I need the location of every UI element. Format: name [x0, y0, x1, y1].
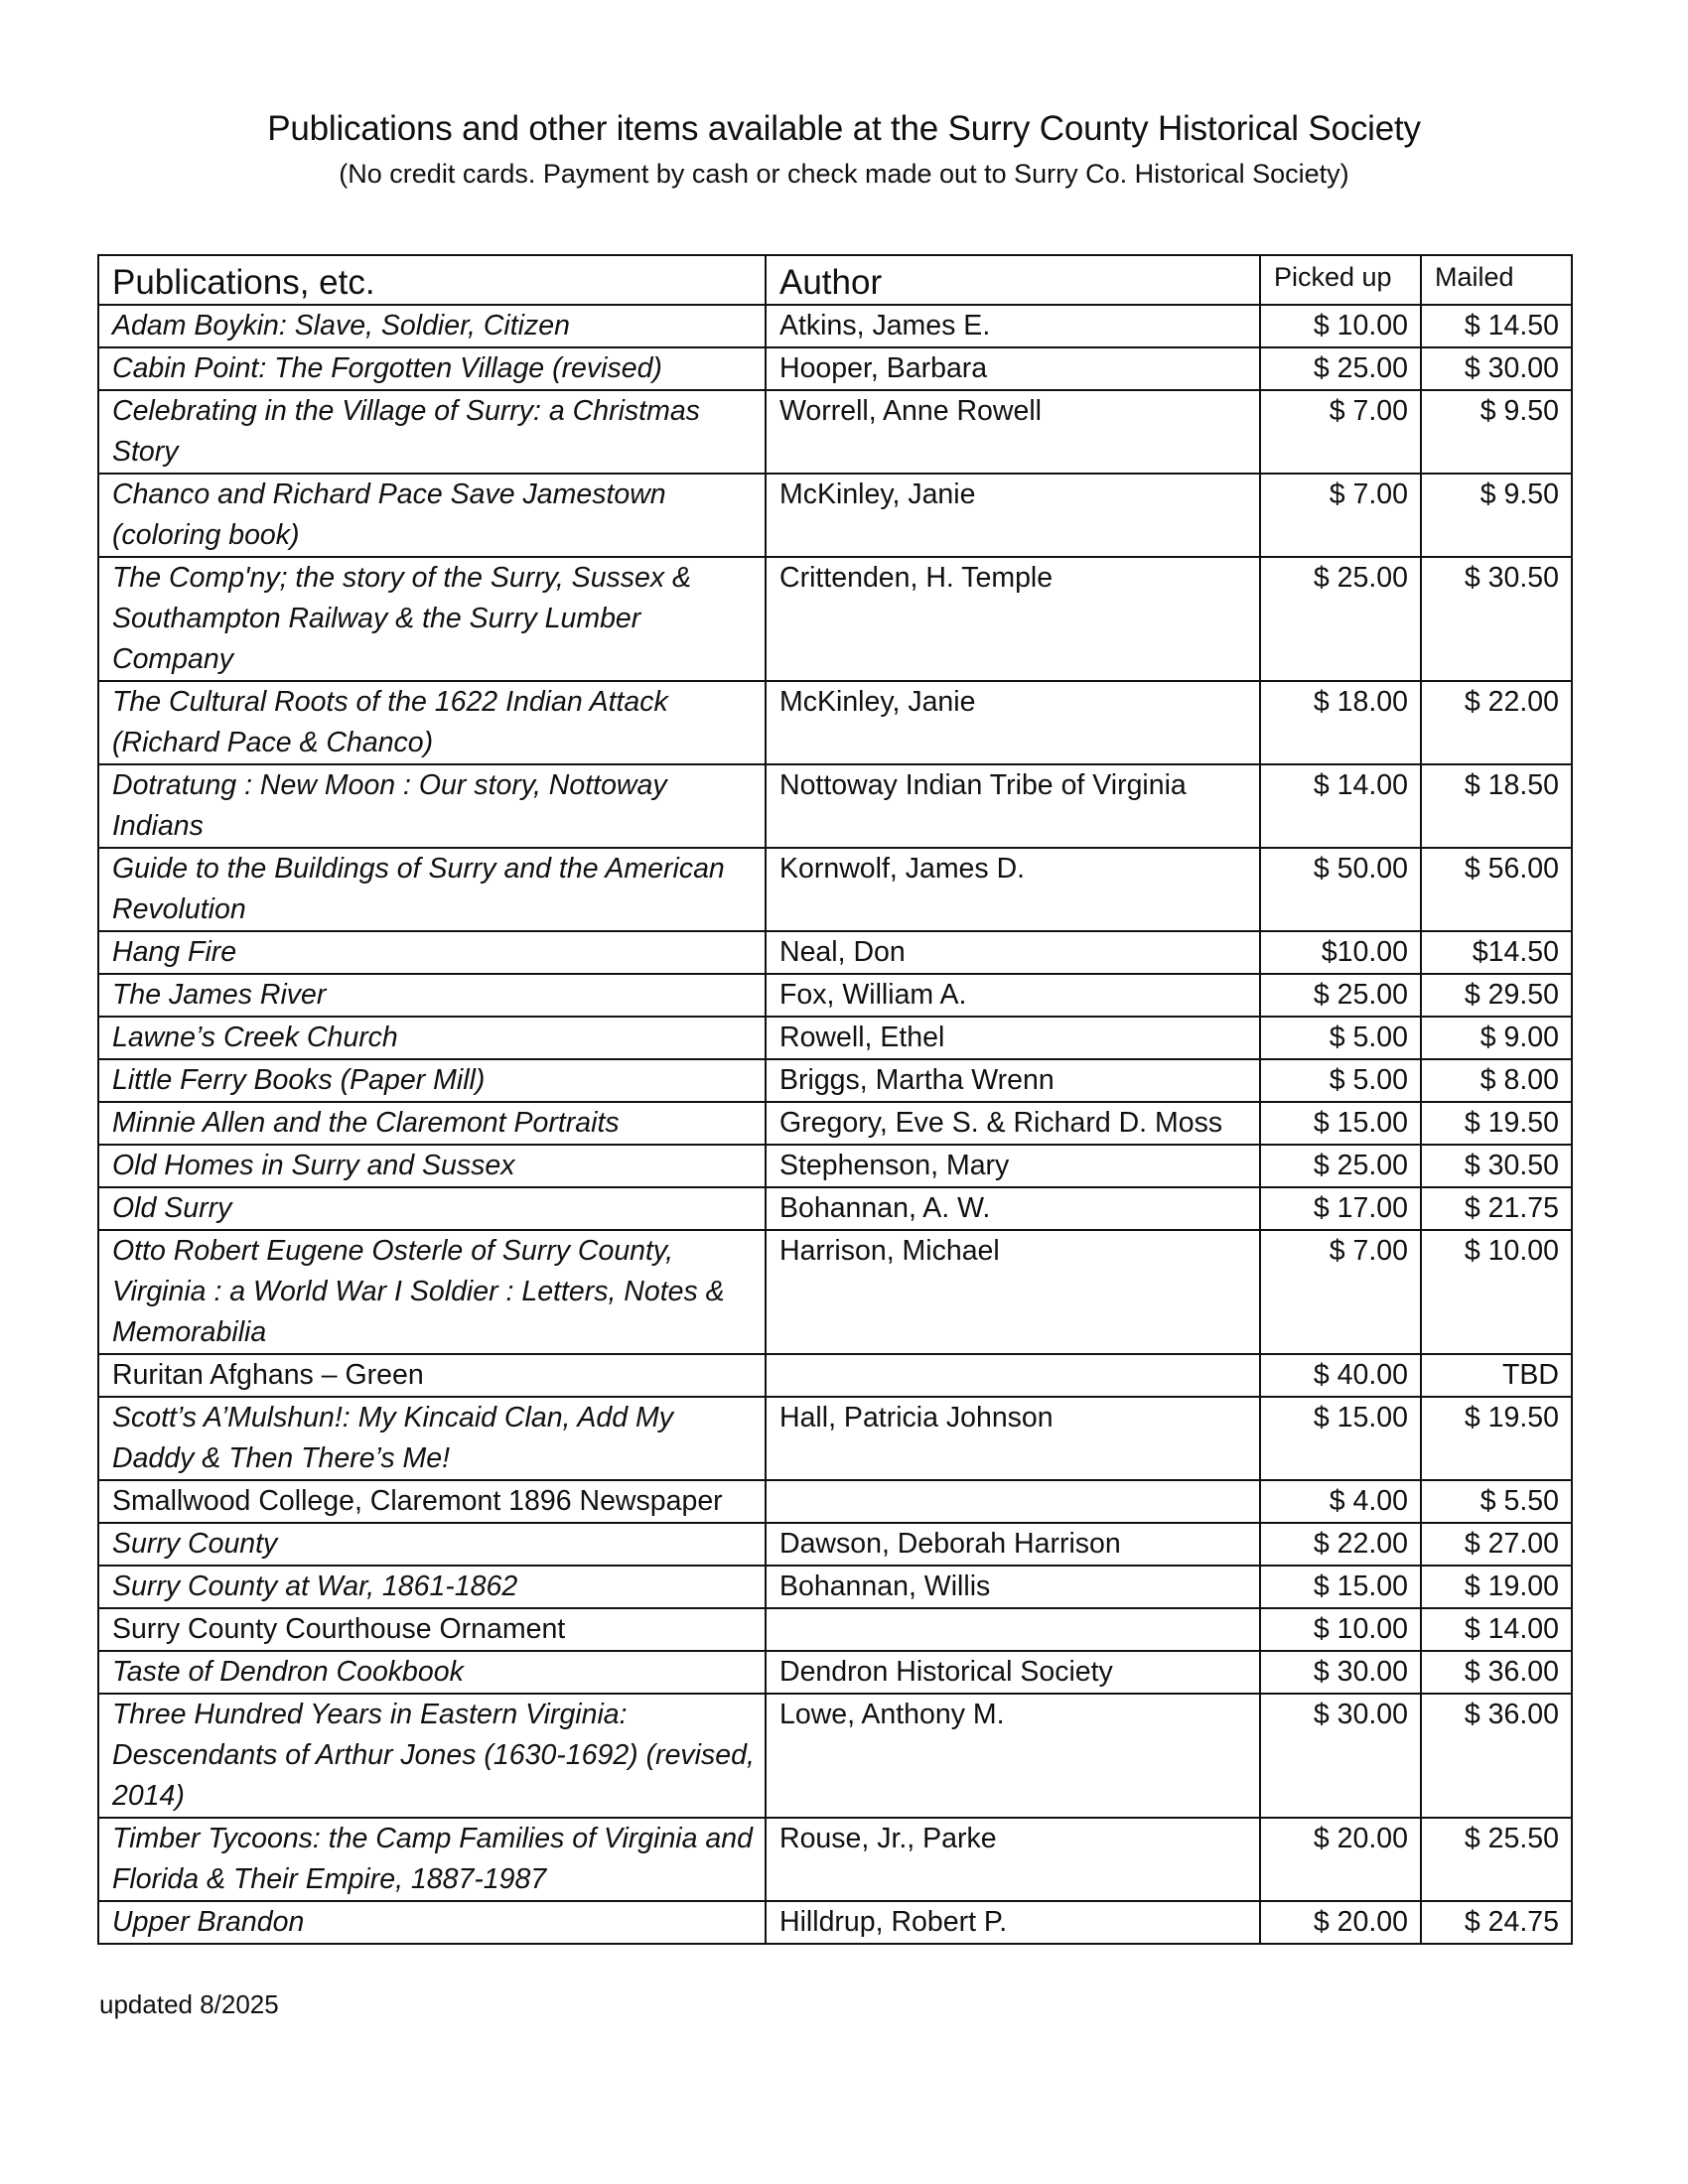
publication-title-cell: Smallwood College, Claremont 1896 Newspaper — [98, 1480, 766, 1523]
picked-up-price-cell: $ 30.00 — [1260, 1651, 1421, 1694]
author-cell: Hooper, Barbara — [766, 347, 1260, 390]
author-cell: Atkins, James E. — [766, 305, 1260, 347]
author-cell: Hall, Patricia Johnson — [766, 1397, 1260, 1480]
picked-up-price-cell: $ 25.00 — [1260, 557, 1421, 681]
table-row — [98, 1017, 1572, 1059]
table-row — [98, 974, 1572, 1017]
author-cell — [766, 1608, 1260, 1651]
picked-up-price-cell: $ 18.00 — [1260, 681, 1421, 764]
picked-up-price-cell: $ 25.00 — [1260, 1145, 1421, 1187]
page-title: Publications and other items available at the Surry County Historical Society — [267, 109, 1421, 148]
picked-up-price-cell: $ 15.00 — [1260, 1102, 1421, 1145]
picked-up-price-cell: $ 10.00 — [1260, 305, 1421, 347]
picked-up-price-cell: $ 20.00 — [1260, 1901, 1421, 1944]
author-cell: Kornwolf, James D. — [766, 848, 1260, 931]
publication-title-cell: Lawne’s Creek Church — [98, 1017, 766, 1059]
table-row — [98, 1818, 1572, 1901]
table-row — [98, 1187, 1572, 1230]
mailed-price-cell: $ 14.00 — [1421, 1608, 1572, 1651]
table-body — [98, 305, 1572, 1944]
mailed-price-cell: $ 19.50 — [1421, 1397, 1572, 1480]
table-row — [98, 848, 1572, 931]
table-row — [98, 557, 1572, 681]
mailed-price-cell: $ 19.00 — [1421, 1566, 1572, 1608]
picked-up-price-cell: $ 7.00 — [1260, 1230, 1421, 1354]
author-cell: Neal, Don — [766, 931, 1260, 974]
author-cell: Harrison, Michael — [766, 1230, 1260, 1354]
table-row — [98, 1397, 1572, 1480]
author-cell: Hilldrup, Robert P. — [766, 1901, 1260, 1944]
mailed-price-cell: $ 25.50 — [1421, 1818, 1572, 1901]
mailed-price-cell: $ 24.75 — [1421, 1901, 1572, 1944]
mailed-price-cell: $ 29.50 — [1421, 974, 1572, 1017]
picked-up-price-cell: $ 5.00 — [1260, 1017, 1421, 1059]
publication-title-cell: Taste of Dendron Cookbook — [98, 1651, 766, 1694]
publication-title-cell: Upper Brandon — [98, 1901, 766, 1944]
author-cell: Nottoway Indian Tribe of Virginia — [766, 764, 1260, 848]
table-row — [98, 1651, 1572, 1694]
mailed-price-cell: $ 30.50 — [1421, 1145, 1572, 1187]
picked-up-price-cell: $ 10.00 — [1260, 1608, 1421, 1651]
author-cell: McKinley, Janie — [766, 474, 1260, 557]
publication-title-cell: Adam Boykin: Slave, Soldier, Citizen — [98, 305, 766, 347]
mailed-price-cell: $ 9.50 — [1421, 390, 1572, 474]
author-cell: Bohannan, A. W. — [766, 1187, 1260, 1230]
table-row — [98, 1145, 1572, 1187]
publication-title-cell: Chanco and Richard Pace Save Jamestown (coloring book) — [98, 474, 766, 557]
publication-title-cell: Hang Fire — [98, 931, 766, 974]
mailed-price-cell: $ 22.00 — [1421, 681, 1572, 764]
table-row — [98, 1694, 1572, 1818]
column-header-mailed: Mailed — [1421, 255, 1572, 305]
picked-up-price-cell: $ 20.00 — [1260, 1818, 1421, 1901]
author-cell: Fox, William A. — [766, 974, 1260, 1017]
publication-title-cell: Surry County — [98, 1523, 766, 1566]
publication-title-cell: Surry County Courthouse Ornament — [98, 1608, 766, 1651]
author-cell: Lowe, Anthony M. — [766, 1694, 1260, 1818]
mailed-price-cell: $ 18.50 — [1421, 764, 1572, 848]
mailed-price-cell: $ 8.00 — [1421, 1059, 1572, 1102]
table-row — [98, 474, 1572, 557]
table-row — [98, 1901, 1572, 1944]
updated-note: updated 8/2025 — [99, 1989, 279, 2019]
publication-title-cell: Old Homes in Surry and Sussex — [98, 1145, 766, 1187]
author-cell: Briggs, Martha Wrenn — [766, 1059, 1260, 1102]
publication-title-cell: Old Surry — [98, 1187, 766, 1230]
table-row — [98, 1480, 1572, 1523]
author-cell — [766, 1354, 1260, 1397]
table-row — [98, 305, 1572, 347]
author-cell: Worrell, Anne Rowell — [766, 390, 1260, 474]
table-row — [98, 347, 1572, 390]
publication-title-cell: Dotratung : New Moon : Our story, Nottoway Indians — [98, 764, 766, 848]
author-cell: Rouse, Jr., Parke — [766, 1818, 1260, 1901]
publication-title-cell: Celebrating in the Village of Surry: a Christmas Story — [98, 390, 766, 474]
picked-up-price-cell: $ 7.00 — [1260, 474, 1421, 557]
mailed-price-cell: $ 14.50 — [1421, 305, 1572, 347]
picked-up-price-cell: $ 4.00 — [1260, 1480, 1421, 1523]
publication-title-cell: The Comp'ny; the story of the Surry, Sussex & Southampton Railway & the Surry Lumber Company — [98, 557, 766, 681]
column-header-picked-up: Picked up — [1260, 255, 1421, 305]
picked-up-price-cell: $ 25.00 — [1260, 347, 1421, 390]
picked-up-price-cell: $ 7.00 — [1260, 390, 1421, 474]
picked-up-price-cell: $ 15.00 — [1260, 1566, 1421, 1608]
mailed-price-cell: $ 21.75 — [1421, 1187, 1572, 1230]
publication-title-cell: The Cultural Roots of the 1622 Indian Attack (Richard Pace & Chanco) — [98, 681, 766, 764]
author-cell: Stephenson, Mary — [766, 1145, 1260, 1187]
picked-up-price-cell: $ 25.00 — [1260, 974, 1421, 1017]
author-cell: McKinley, Janie — [766, 681, 1260, 764]
mailed-price-cell: $ 36.00 — [1421, 1651, 1572, 1694]
table-row — [98, 1566, 1572, 1608]
publication-title-cell: Timber Tycoons: the Camp Families of Virginia and Florida & Their Empire, 1887-1987 — [98, 1818, 766, 1901]
table-row — [98, 1354, 1572, 1397]
picked-up-price-cell: $ 5.00 — [1260, 1059, 1421, 1102]
picked-up-price-cell: $ 22.00 — [1260, 1523, 1421, 1566]
publication-title-cell: Little Ferry Books (Paper Mill) — [98, 1059, 766, 1102]
publication-title-cell: Three Hundred Years in Eastern Virginia: Descendants of Arthur Jones (1630-1692) (revised, 2014) — [98, 1694, 766, 1818]
publication-title-cell: Scott’s A’Mulshun!: My Kincaid Clan, Add My Daddy & Then There’s Me! — [98, 1397, 766, 1480]
mailed-price-cell: $ 56.00 — [1421, 848, 1572, 931]
mailed-price-cell: $ 9.50 — [1421, 474, 1572, 557]
mailed-price-cell: $ 30.50 — [1421, 557, 1572, 681]
mailed-price-cell: $ 27.00 — [1421, 1523, 1572, 1566]
mailed-price-cell: $ 19.50 — [1421, 1102, 1572, 1145]
picked-up-price-cell: $ 15.00 — [1260, 1397, 1421, 1480]
mailed-price-cell: $ 30.00 — [1421, 347, 1572, 390]
author-cell: Bohannan, Willis — [766, 1566, 1260, 1608]
mailed-price-cell: $ 10.00 — [1421, 1230, 1572, 1354]
author-cell: Gregory, Eve S. & Richard D. Moss — [766, 1102, 1260, 1145]
author-cell: Crittenden, H. Temple — [766, 557, 1260, 681]
publication-title-cell: Minnie Allen and the Claremont Portraits — [98, 1102, 766, 1145]
page-subtitle: (No credit cards. Payment by cash or check made out to Surry Co. Historical Society) — [339, 159, 1349, 189]
mailed-price-cell: TBD — [1421, 1354, 1572, 1397]
table-row — [98, 1523, 1572, 1566]
picked-up-price-cell: $ 50.00 — [1260, 848, 1421, 931]
table-row — [98, 681, 1572, 764]
picked-up-price-cell: $ 14.00 — [1260, 764, 1421, 848]
publication-title-cell: Cabin Point: The Forgotten Village (revised) — [98, 347, 766, 390]
table-row — [98, 764, 1572, 848]
table-row — [98, 1102, 1572, 1145]
picked-up-price-cell: $10.00 — [1260, 931, 1421, 974]
publication-title-cell: The James River — [98, 974, 766, 1017]
table-row — [98, 1608, 1572, 1651]
author-cell: Dawson, Deborah Harrison — [766, 1523, 1260, 1566]
picked-up-price-cell: $ 40.00 — [1260, 1354, 1421, 1397]
mailed-price-cell: $ 9.00 — [1421, 1017, 1572, 1059]
table-row — [98, 390, 1572, 474]
publication-title-cell: Otto Robert Eugene Osterle of Surry County, Virginia : a World War I Soldier : Letters, Notes & Memorabilia — [98, 1230, 766, 1354]
picked-up-price-cell: $ 30.00 — [1260, 1694, 1421, 1818]
table-header-row — [98, 255, 1572, 305]
mailed-price-cell: $14.50 — [1421, 931, 1572, 974]
author-cell: Rowell, Ethel — [766, 1017, 1260, 1059]
picked-up-price-cell: $ 17.00 — [1260, 1187, 1421, 1230]
publication-title-cell: Surry County at War, 1861-1862 — [98, 1566, 766, 1608]
publications-table — [97, 254, 1573, 1945]
table-row — [98, 1059, 1572, 1102]
mailed-price-cell: $ 36.00 — [1421, 1694, 1572, 1818]
column-header-author: Author — [766, 255, 1260, 305]
author-cell — [766, 1480, 1260, 1523]
author-cell: Dendron Historical Society — [766, 1651, 1260, 1694]
publication-title-cell: Guide to the Buildings of Surry and the American Revolution — [98, 848, 766, 931]
table-row — [98, 1230, 1572, 1354]
column-header-publications: Publications, etc. — [98, 255, 766, 305]
publication-title-cell: Ruritan Afghans – Green — [98, 1354, 766, 1397]
table-row — [98, 931, 1572, 974]
mailed-price-cell: $ 5.50 — [1421, 1480, 1572, 1523]
